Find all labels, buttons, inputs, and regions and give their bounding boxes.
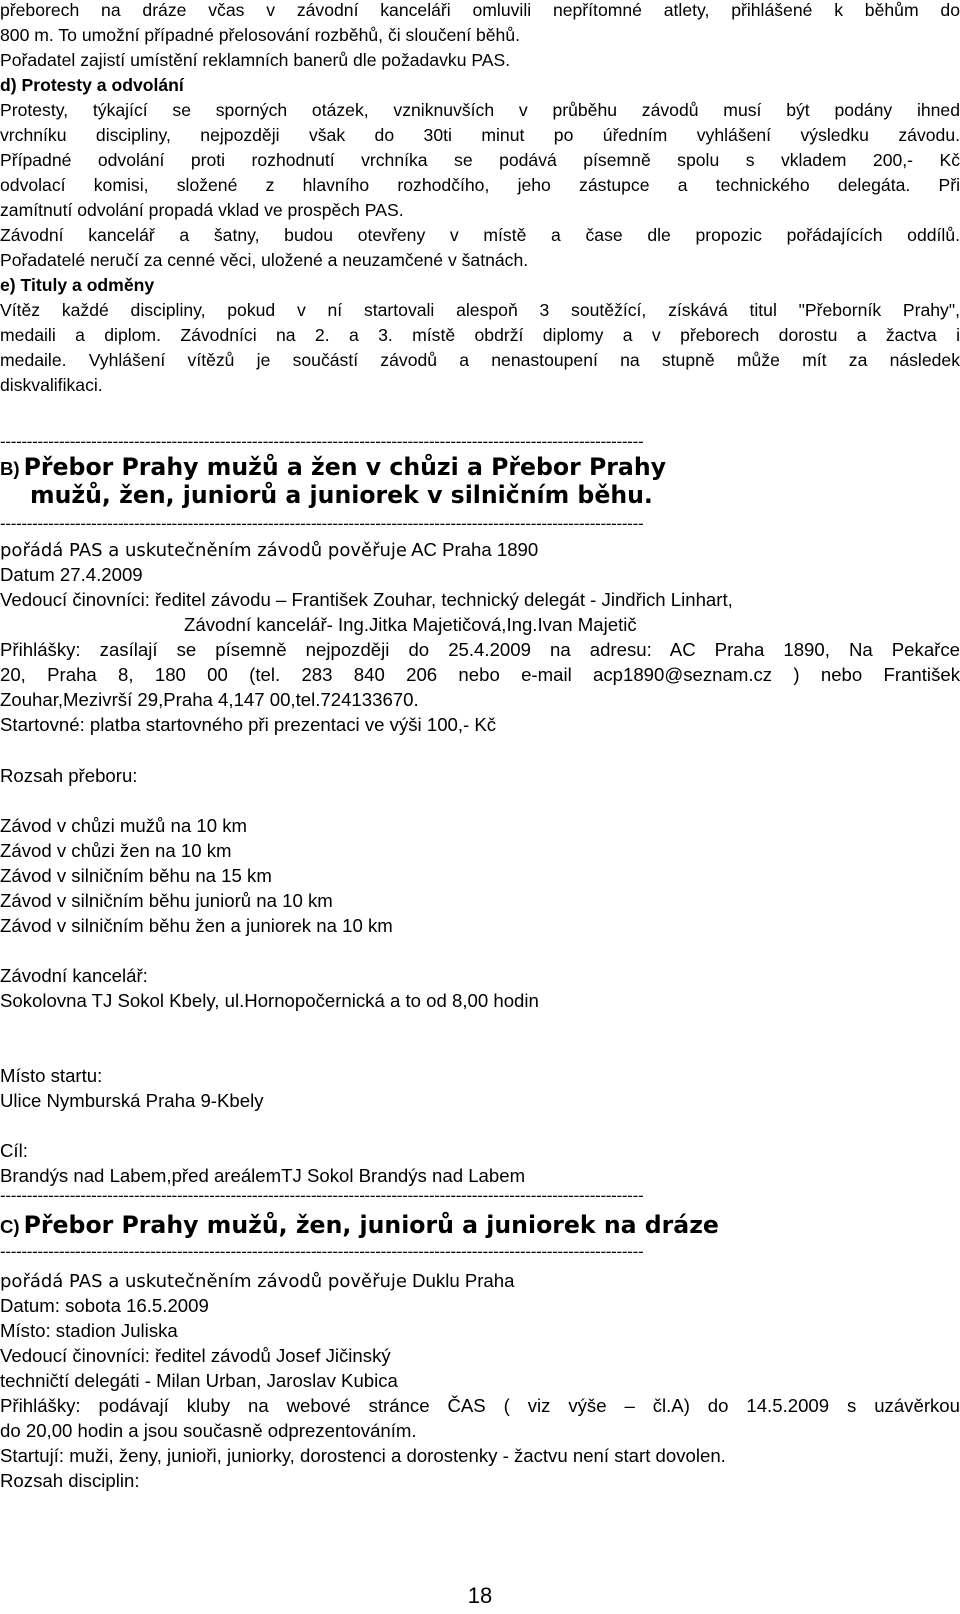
section-e-line-4: diskvalifikaci.	[0, 375, 103, 395]
section-c-participants: Startují: muži, ženy, junioři, juniorky, dorostenci a dorostenky - žactvu není start dovolen.	[0, 1445, 726, 1466]
intro-line-2: 800 m. To umožní případné přelosování rozběhů, či sloučení běhů.	[0, 25, 520, 45]
section-e-line-3: medaile. Vyhlášení vítězů je součástí závodů a nenastoupení na stupně může mít za následek	[0, 350, 960, 370]
section-b-scope-label: Rozsah přeboru:	[0, 765, 138, 786]
separator-line: ------------------------------------------------------------------------------------------------------------------------	[0, 1186, 644, 1205]
section-c-title: Přebor Prahy mužů, žen, juniorů a juniorek na dráze	[23, 1211, 719, 1239]
section-c-officials: Vedoucí činovníci: ředitel závodů Josef Jičinský	[0, 1345, 391, 1366]
section-b-start-label: Místo startu:	[0, 1065, 103, 1086]
race-item: Závod v chůzi mužů na 10 km	[0, 815, 247, 836]
section-b-organizer-row	[0, 537, 960, 563]
section-d-line-7: Pořadatelé neručí za cenné věci, uložené a neuzamčené v šatnách.	[0, 250, 529, 270]
section-b-registration-line-2: 20, Praha 8, 180 00 (tel. 283 840 206 nebo e-mail acp1890@seznam.cz ) nebo František	[0, 664, 960, 685]
section-b-registration-line-1: Přihlášky: zasílají se písemně nejpozději do 25.4.2009 na adresu: AC Praha 1890, Na Pekařce	[0, 639, 960, 660]
race-item: Závod v silničním běhu na 15 km	[0, 865, 272, 886]
section-c-disciplines-label: Rozsah disciplin:	[0, 1470, 140, 1491]
separator-line: ------------------------------------------------------------------------------------------------------------------------	[0, 1242, 644, 1261]
section-b-office-label: Závodní kancelář:	[0, 965, 148, 986]
intro-line-1: přeborech na dráze včas v závodní kanceláři omluvili nepřítomné atlety, přihlášené k běhům do	[0, 0, 960, 20]
section-c-date: Datum: sobota 16.5.2009	[0, 1295, 209, 1316]
section-d-line-4: odvolací komisi, složené z hlavního rozhodčího, jeho zástupce a technického delegáta. Při	[0, 175, 960, 195]
section-d-line-3: Případné odvolání proti rozhodnutí vrchníka se podává písemně spolu s vkladem 200,- Kč	[0, 150, 960, 170]
separator-line: ------------------------------------------------------------------------------------------------------------------------	[0, 432, 644, 451]
section-c-title-row	[0, 1211, 960, 1239]
race-item: Závod v silničním běhu žen a juniorek na 10 km	[0, 915, 393, 936]
section-d-line-2: vrchníku discipliny, nejpozději však do 30ti minut po úředním vyhlášení výsledku závodu.	[0, 125, 960, 145]
section-e-line-1: Vítěz každé discipliny, pokud v ní startovali alespoň 3 soutěžící, získává titul "Přeborník Prahy",	[0, 300, 960, 320]
race-item: Závod v silničním běhu juniorů na 10 km	[0, 890, 333, 911]
intro-line-3: Pořadatel zajistí umístění reklamních banerů dle požadavku PAS.	[0, 50, 511, 70]
section-b-office-staff: Závodní kancelář- Ing.Jitka Majetičová,Ing.Ivan Majetič	[184, 614, 637, 635]
section-d-line-5: zamítnutí odvolání propadá vklad ve prospěch PAS.	[0, 200, 404, 220]
section-b-finish-value: Brandýs nad Labem,před areálemTJ Sokol Brandýs nad Labem	[0, 1165, 526, 1186]
section-e-heading: e) Tituly a odměny	[0, 275, 155, 295]
section-c-venue: Místo: stadion Juliska	[0, 1320, 178, 1341]
section-c-organizer: Duklu Praha	[412, 1270, 515, 1291]
section-b-finish-label: Cíl:	[0, 1140, 28, 1161]
section-c-organizer-prefix: pořádá PAS a uskutečněním závodů pověřuje	[0, 1271, 407, 1292]
section-e-line-2: medaili a diplom. Závodníci na 2. a 3. místě obdrží diplomy a v přeborech dorostu a žactva i	[0, 325, 960, 345]
section-b-title-row-1	[0, 453, 960, 481]
section-d-line-6: Závodní kancelář a šatny, budou otevřeny v místě a čase dle propozic pořádajících oddílů.	[0, 225, 960, 245]
separator-line: ------------------------------------------------------------------------------------------------------------------------	[0, 514, 644, 533]
section-b-title-line-1: Přebor Prahy mužů a žen v chůzi a Přebor Prahy	[23, 453, 666, 481]
section-c-registration-line-2: do 20,00 hodin a jsou současně odprezentováním.	[0, 1420, 417, 1441]
race-item: Závod v chůzi žen na 10 km	[0, 840, 232, 861]
section-c-label: C)	[0, 1216, 20, 1237]
section-b-start-value: Ulice Nymburská Praha 9-Kbely	[0, 1090, 264, 1111]
section-b-registration-line-3: Zouhar,Mezivrší 29,Praha 4,147 00,tel.724133670.	[0, 689, 419, 710]
page-number: 18	[467, 1583, 493, 1608]
section-c-registration-line-1: Přihlášky: podávají kluby na webové stránce ČAS ( viz výše – čl.A) do 14.5.2009 s uzávěrkou	[0, 1395, 960, 1416]
section-b-title-line-2: mužů, žen, juniorů a juniorek v silničním běhu.	[30, 481, 653, 509]
section-b-organizer: AC Praha 1890	[411, 539, 539, 560]
section-b-officials: Vedoucí činovníci: ředitel závodu – František Zouhar, technický delegát - Jindřich Linhart,	[0, 589, 733, 610]
section-b-organizer-prefix: pořádá PAS a uskutečněním závodů pověřuje	[0, 540, 407, 561]
section-c-organizer-row	[0, 1268, 960, 1294]
section-b-date: Datum 27.4.2009	[0, 564, 143, 585]
section-b-label: B)	[0, 458, 20, 479]
section-b-office-value: Sokolovna TJ Sokol Kbely, ul.Hornopočernická a to od 8,00 hodin	[0, 990, 539, 1011]
section-d-line-1: Protesty, týkající se sporných otázek, vzniknuvších v průběhu závodů musí být podány ihned	[0, 100, 960, 120]
section-d-heading: d) Protesty a odvolání	[0, 75, 184, 95]
section-b-fee: Startovné: platba startovného při prezentaci ve výši 100,- Kč	[0, 714, 497, 735]
section-c-delegates: techničtí delegáti - Milan Urban, Jaroslav Kubica	[0, 1370, 398, 1391]
